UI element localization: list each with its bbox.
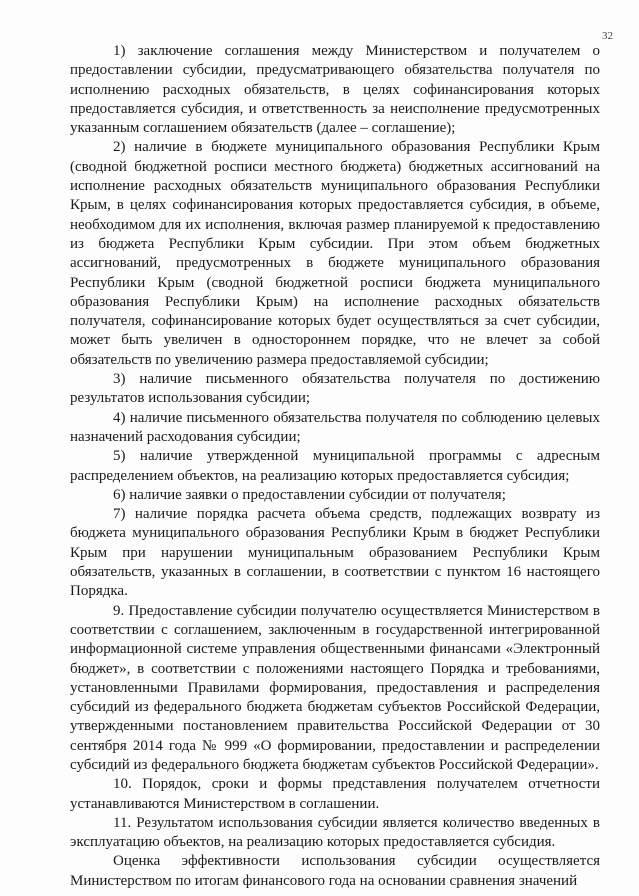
paragraph-6: 6) наличие заявки о предоставлении субсидии от получателя; <box>113 486 506 503</box>
paragraph-7: 7) наличие порядка расчета объема средств, подлежащих возврату из бюджета муниципального образования Республики Крым в бюджет Республики Крым при нарушении муниципальным образованием Республики Крым обязательств, указанных в соглашении, в соответствии с пунктом 16 настоящего Порядка. <box>70 506 600 600</box>
paragraph-10: 10. Порядок, сроки и формы представления получателем отчетности устанавливаются Министерством в соглашении. <box>70 776 600 812</box>
paragraph-evaluation: Оценка эффективности использования субсидии осуществляется Министерством по итогам финансового года на основании сравнения значений <box>70 853 600 889</box>
paragraph-2: 2) наличие в бюджете муниципального образования Республики Крым (сводной бюджетной росписи местного бюджета) бюджетных ассигнований на исполнение расходных обязательств муниципального образования Республики Крым, в целях софинансирования которых предоставляется субсидия, в объеме, необходимом для их исполнения, включая размер планируемой к предоставлению из бюджета Республики Крым субсидии. При этом объем бюджетных ассигнований, предусмотренных в бюджете муниципального образования Республики Крым (сводной бюджетной росписи бюджета муниципального образования Республики Крым) на исполнение расходных обязательств получателя, софинансирование которых будет осуществляться за счет субсидии, может быть увеличен в одностороннем порядке, что не влечет за собой обязательств по увеличению размера предоставляемой субсидии; <box>70 139 600 368</box>
page-number: 32 <box>602 30 613 42</box>
paragraph-1: 1) заключение соглашения между Министерством и получателем о предоставлении субсидии, предусматривающего обязательства получателя по исполнению расходных обязательств, в целях софинансирования которых предоставляется субсидия, и ответственность за неисполнение предусмотренных указанным соглашением обязательств (далее – соглашение); <box>70 43 600 137</box>
document-body <box>70 42 600 891</box>
paragraph-3: 3) наличие письменного обязательства получателя по достижению результатов использования субсидии; <box>70 371 600 407</box>
paragraph-11: 11. Результатом использования субсидии является количество введенных в эксплуатацию объектов, на реализацию которых предоставляется субсидия. <box>70 814 600 851</box>
paragraph-5: 5) наличие утвержденной муниципальной программы с адресным распределением объектов, на реализацию которых предоставляется субсидия; <box>70 448 600 484</box>
paragraph-4: 4) наличие письменного обязательства получателя по соблюдению целевых назначений расходования субсидии; <box>70 409 600 445</box>
paragraph-9: 9. Предоставление субсидии получателю осуществляется Министерством в соответствии с соглашением, заключенным в государственной интегрированной информационной системе управления общественными финансами «Электронный бюджет», в соответствии с положениями настоящего Порядка и требованиями, установленными Правилами формирования, предоставления и распределения субсидий из федерального бюджета бюджетам субъектов Российской Федерации, утвержденными постановлением правительства Российской Федерации от 30 сентября 2014 года № 999 «О формировании, предоставлении и распределении субсидий из федерального бюджета бюджетам субъектов Российской Федерации». <box>70 602 600 773</box>
